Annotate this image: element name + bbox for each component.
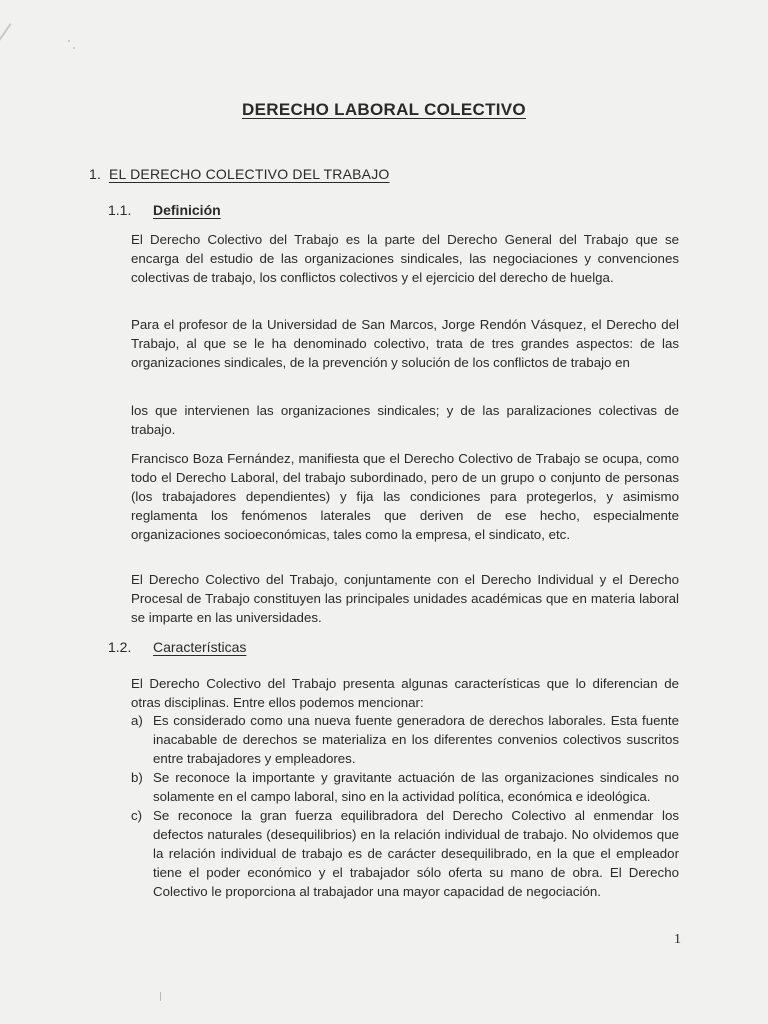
list-item [131, 768, 679, 806]
list-item [131, 806, 679, 901]
page-number: 1 [674, 932, 681, 947]
paragraph: El Derecho Colectivo del Trabajo, conjuntamente con el Derecho Individual y el Derecho Procesal de Trabajo constituyen las principales unidades académicas que en materia laboral se imparte en las universidades. [131, 572, 679, 625]
characteristics-list [131, 711, 679, 901]
list-item-text: Es considerado como una nueva fuente generadora de derechos laborales. Esta fuente inacabable de derechos se materializa en los diferentes convenios colectivos suscritos entre trabajadores y empleadores. [153, 713, 679, 766]
list-item [131, 711, 679, 768]
subsection-number: 1.2. [108, 639, 132, 655]
paragraph: Para el profesor de la Universidad de San Marcos, Jorge Rendón Vásquez, el Derecho del Trabajo, al que se le ha denominado colectivo, trata de tres grandes aspectos: de las organizaciones sindicales, de la prevención y solución de los conflictos de trabajo en [131, 317, 679, 370]
scan-artifact [73, 47, 75, 49]
section-heading [89, 165, 390, 183]
list-marker: b) [131, 770, 143, 785]
subsection-heading-definicion [108, 201, 221, 219]
subsection-heading-caracteristicas [108, 638, 246, 656]
subsection-title: Características [153, 639, 247, 655]
document-title [0, 100, 768, 120]
paragraph: El Derecho Colectivo del Trabajo es la parte del Derecho General del Trabajo que se encarga del estudio de las organizaciones sindicales, las negociaciones y convenciones colectivas de trabajo, los conflictos colectivos y el ejercicio del derecho de huelga. [131, 232, 679, 285]
paragraph: Francisco Boza Fernández, manifiesta que el Derecho Colectivo de Trabajo se ocupa, como todo el Derecho Laboral, del trabajo subordinado, pero de un grupo o conjunto de personas (los trabajadores dependientes) y fija las condiciones para protegerlos, y asimismo reglamenta los fenómenos laterales que deriven de ese hecho, especialmente organizaciones socioeconómicas, tales como la empresa, el sindicato, etc. [131, 451, 679, 542]
list-marker: a) [131, 713, 143, 728]
section-number: 1. [89, 166, 102, 182]
scan-artifact [0, 23, 12, 41]
subsection-title: Definición [153, 202, 221, 218]
section-title: EL DERECHO COLECTIVO DEL TRABAJO [109, 166, 390, 182]
list-item-text: Se reconoce la importante y gravitante actuación de las organizaciones sindicales no solamente en el campo laboral, sino en la actividad política, económica e ideológica. [153, 770, 679, 804]
document-title-text: DERECHO LABORAL COLECTIVO [242, 100, 526, 119]
list-item-text: Se reconoce la gran fuerza equilibradora del Derecho Colectivo al enmendar los defectos naturales (desequilibrios) en la relación individual de trabajo. No olvidemos que la relación individual de trabajo es de carácter desequilibrado, en la que el empleador tiene el poder económico y el trabajador sólo oferta su mano de obra. El Derecho Colectivo le proporciona al trabajador una mayor capacidad de negociación. [153, 808, 679, 899]
list-marker: c) [131, 808, 143, 823]
scan-artifact [68, 40, 70, 42]
subsection-number: 1.1. [108, 202, 132, 218]
paragraph: los que intervienen las organizaciones sindicales; y de las paralizaciones colectivas de trabajo. [131, 403, 679, 437]
paragraph: El Derecho Colectivo del Trabajo presenta algunas características que lo diferencian de otras disciplinas. Entre ellos podemos mencionar: [131, 676, 679, 710]
scan-artifact [160, 992, 161, 1001]
